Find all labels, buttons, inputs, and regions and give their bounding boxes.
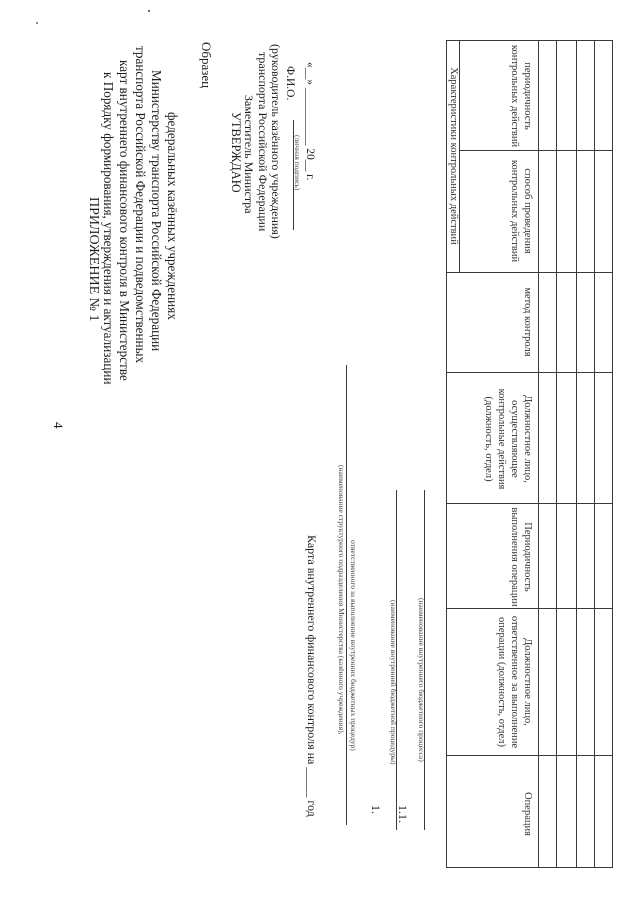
approval-title: УТВЕРЖДАЮ xyxy=(229,112,243,193)
table-row xyxy=(595,41,612,867)
appendix-subtitle-line-2: карт внутреннего финансового контроля в Министерстве xyxy=(117,60,132,381)
column-header-way: способ проведения контрольных действий xyxy=(509,159,533,263)
page-number: 4 xyxy=(51,422,66,429)
process-caption: (наименование внутреннего бюджетного процесса) xyxy=(417,598,426,762)
field-number-1-1: 1.1. xyxy=(396,805,410,823)
subdivision-caption-2: ответственного за выполнение внутренних бюджетных процедур) xyxy=(349,540,358,751)
procedure-caption: (наименование внутренней бюджетной процедуры) xyxy=(389,600,398,765)
approval-name: Ф.И.О. xyxy=(284,66,296,101)
approval-position-3: (руководитель казённого учреждения) xyxy=(269,44,283,239)
column-header-method: метод контроля xyxy=(522,287,533,357)
table-row xyxy=(539,41,556,867)
appendix-subtitle-line-3: транспорта Российской Федерации и подведомственных xyxy=(133,46,148,364)
approval-date: «__» __________ 20__ г. xyxy=(304,62,316,181)
scan-mark xyxy=(36,22,38,24)
appendix-title: ПРИЛОЖЕНИЕ № 1 xyxy=(86,197,101,322)
column-header-operation: Операция xyxy=(522,792,533,836)
scan-mark xyxy=(148,10,150,12)
field-number-1: 1. xyxy=(369,805,383,814)
subdivision-caption-1: (наименование структурного подразделения Министерства (казённого учреждения), xyxy=(337,465,346,735)
subdivision-line xyxy=(346,365,347,825)
column-header-controller: Должностное лицо, осуществляющее контрольные действия (должность, отдел) xyxy=(483,388,533,490)
sample-label: Образец xyxy=(199,42,214,89)
column-header-frequency: периодичность контрольных действий xyxy=(509,44,533,148)
signature-caption: (личная подпись) xyxy=(293,135,302,191)
column-header-responsible: Должностное лицо, ответственное за выполнение операции (должность, отдел) xyxy=(496,615,533,749)
column-header-periodicity: Периодичность выполнения операции xyxy=(509,507,533,607)
column-header-control-group: Характеристики контрольных действий xyxy=(448,67,459,245)
appendix-subtitle-line-4: Министерству транспорта Российской Федерации xyxy=(149,70,164,352)
approval-position-2: транспорта Российской Федерации xyxy=(256,52,270,232)
table-border xyxy=(612,40,613,868)
table-row xyxy=(557,41,576,867)
appendix-subtitle-line-1: к Порядку формирования, утверждения и актуализации xyxy=(101,72,116,385)
approval-position-1: Заместитель Министра xyxy=(242,95,256,214)
appendix-subtitle-line-5: федеральных казённых учреждениях xyxy=(165,112,180,320)
table-row xyxy=(577,41,594,867)
card-title: Карта внутреннего финансового контроля на _____ год xyxy=(305,535,319,817)
